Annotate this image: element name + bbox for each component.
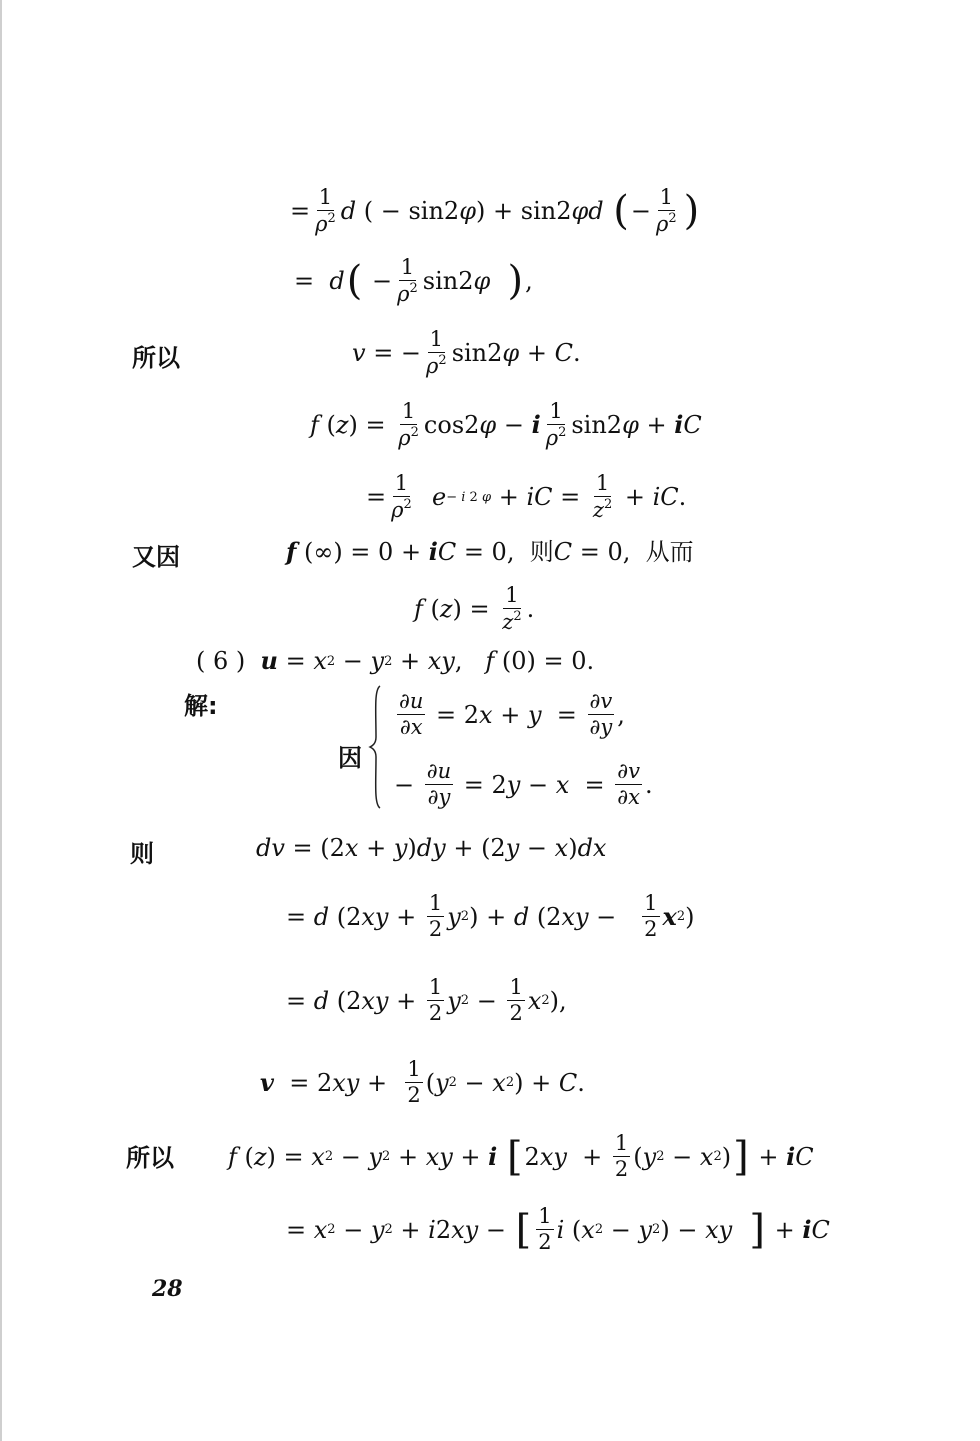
page-edge bbox=[0, 0, 2, 1441]
equation-fz-final-2: = x 2 − y 2 + i 2 xy − [ $\frac{1}{2}$ i ( x 2 − y 2 ) − xy ] + i C bbox=[286, 1204, 830, 1255]
equation-fz-2: = $\frac{1}{\rho^2}$ e − i 2 φ + iC = $\frac{1}{z^2}$ + iC . bbox=[366, 471, 687, 523]
equation-dv-3: = d (2 xy + $\frac{1}{2}$ y 2 − $\frac{1}{2}$ x 2 ), bbox=[286, 975, 567, 1026]
label-yin: 因 bbox=[338, 744, 362, 772]
equation-f-infinity: f (∞) = 0 + i C = 0, 则 C = 0, 从而 bbox=[286, 537, 694, 566]
left-brace bbox=[368, 682, 388, 812]
equation-fz-final-1: f ( z ) = x 2 − y 2 + xy + i [ 2 xy + $\frac{1}{2}$ ( y 2 − x 2 ) ] + i C bbox=[228, 1131, 814, 1182]
label-youyin: 又因 bbox=[132, 543, 180, 571]
equation-fz-result: f ( z ) = $\frac{1}{z^2}$ . bbox=[414, 583, 535, 635]
equation-v-result: v = 2 xy + $\frac{1}{2}$ ( y 2 − x 2 ) + C . bbox=[260, 1057, 585, 1108]
equation-dv: dv = (2 x + y ) dy + (2 y − x ) dx bbox=[256, 834, 607, 862]
label-suoyi-2: 所以 bbox=[126, 1144, 174, 1172]
problem-6: ( 6 ) u = x 2 − y 2 + xy , f (0) = 0. bbox=[196, 646, 595, 675]
equation-v: v = − $\frac{1}{\rho^2}$ sin2 φ + C . bbox=[352, 327, 581, 379]
label-suoyi-1: 所以 bbox=[132, 344, 180, 372]
label-jie: 解: bbox=[184, 692, 218, 720]
equation-dv-2: = d (2 xy + $\frac{1}{2}$ y 2 ) + d (2 xy − $\frac{1}{2}$ x 2 ) bbox=[286, 891, 695, 942]
equation-fz-1: f ( z ) = $\frac{1}{\rho^2}$ cos2 φ − i $\frac{1}{\rho^2}$ sin2 φ + i C bbox=[310, 399, 702, 451]
equation-line-1: = $\frac{1}{\rho^2}$ d ( − sin2 φ ) + sin2 φ d ( − $\frac{1}{\rho^2}$ ) bbox=[290, 185, 700, 237]
text-thus: 从而 bbox=[645, 538, 694, 566]
cauchy-riemann-1: $\frac{\partial u}{\partial x}$ = 2 x + y = $\frac{\partial v}{\partial y}$ , bbox=[399, 689, 625, 740]
equation-line-2: = d ( − $\frac{1}{\rho^2}$ sin2 φ ) , bbox=[294, 255, 533, 307]
label-ze: 则 bbox=[130, 840, 154, 868]
page-number: 28 bbox=[152, 1276, 183, 1302]
cauchy-riemann-2: − $\frac{\partial u}{\partial y}$ = 2 y − x = $\frac{\partial v}{\partial x}$ . bbox=[394, 759, 653, 810]
